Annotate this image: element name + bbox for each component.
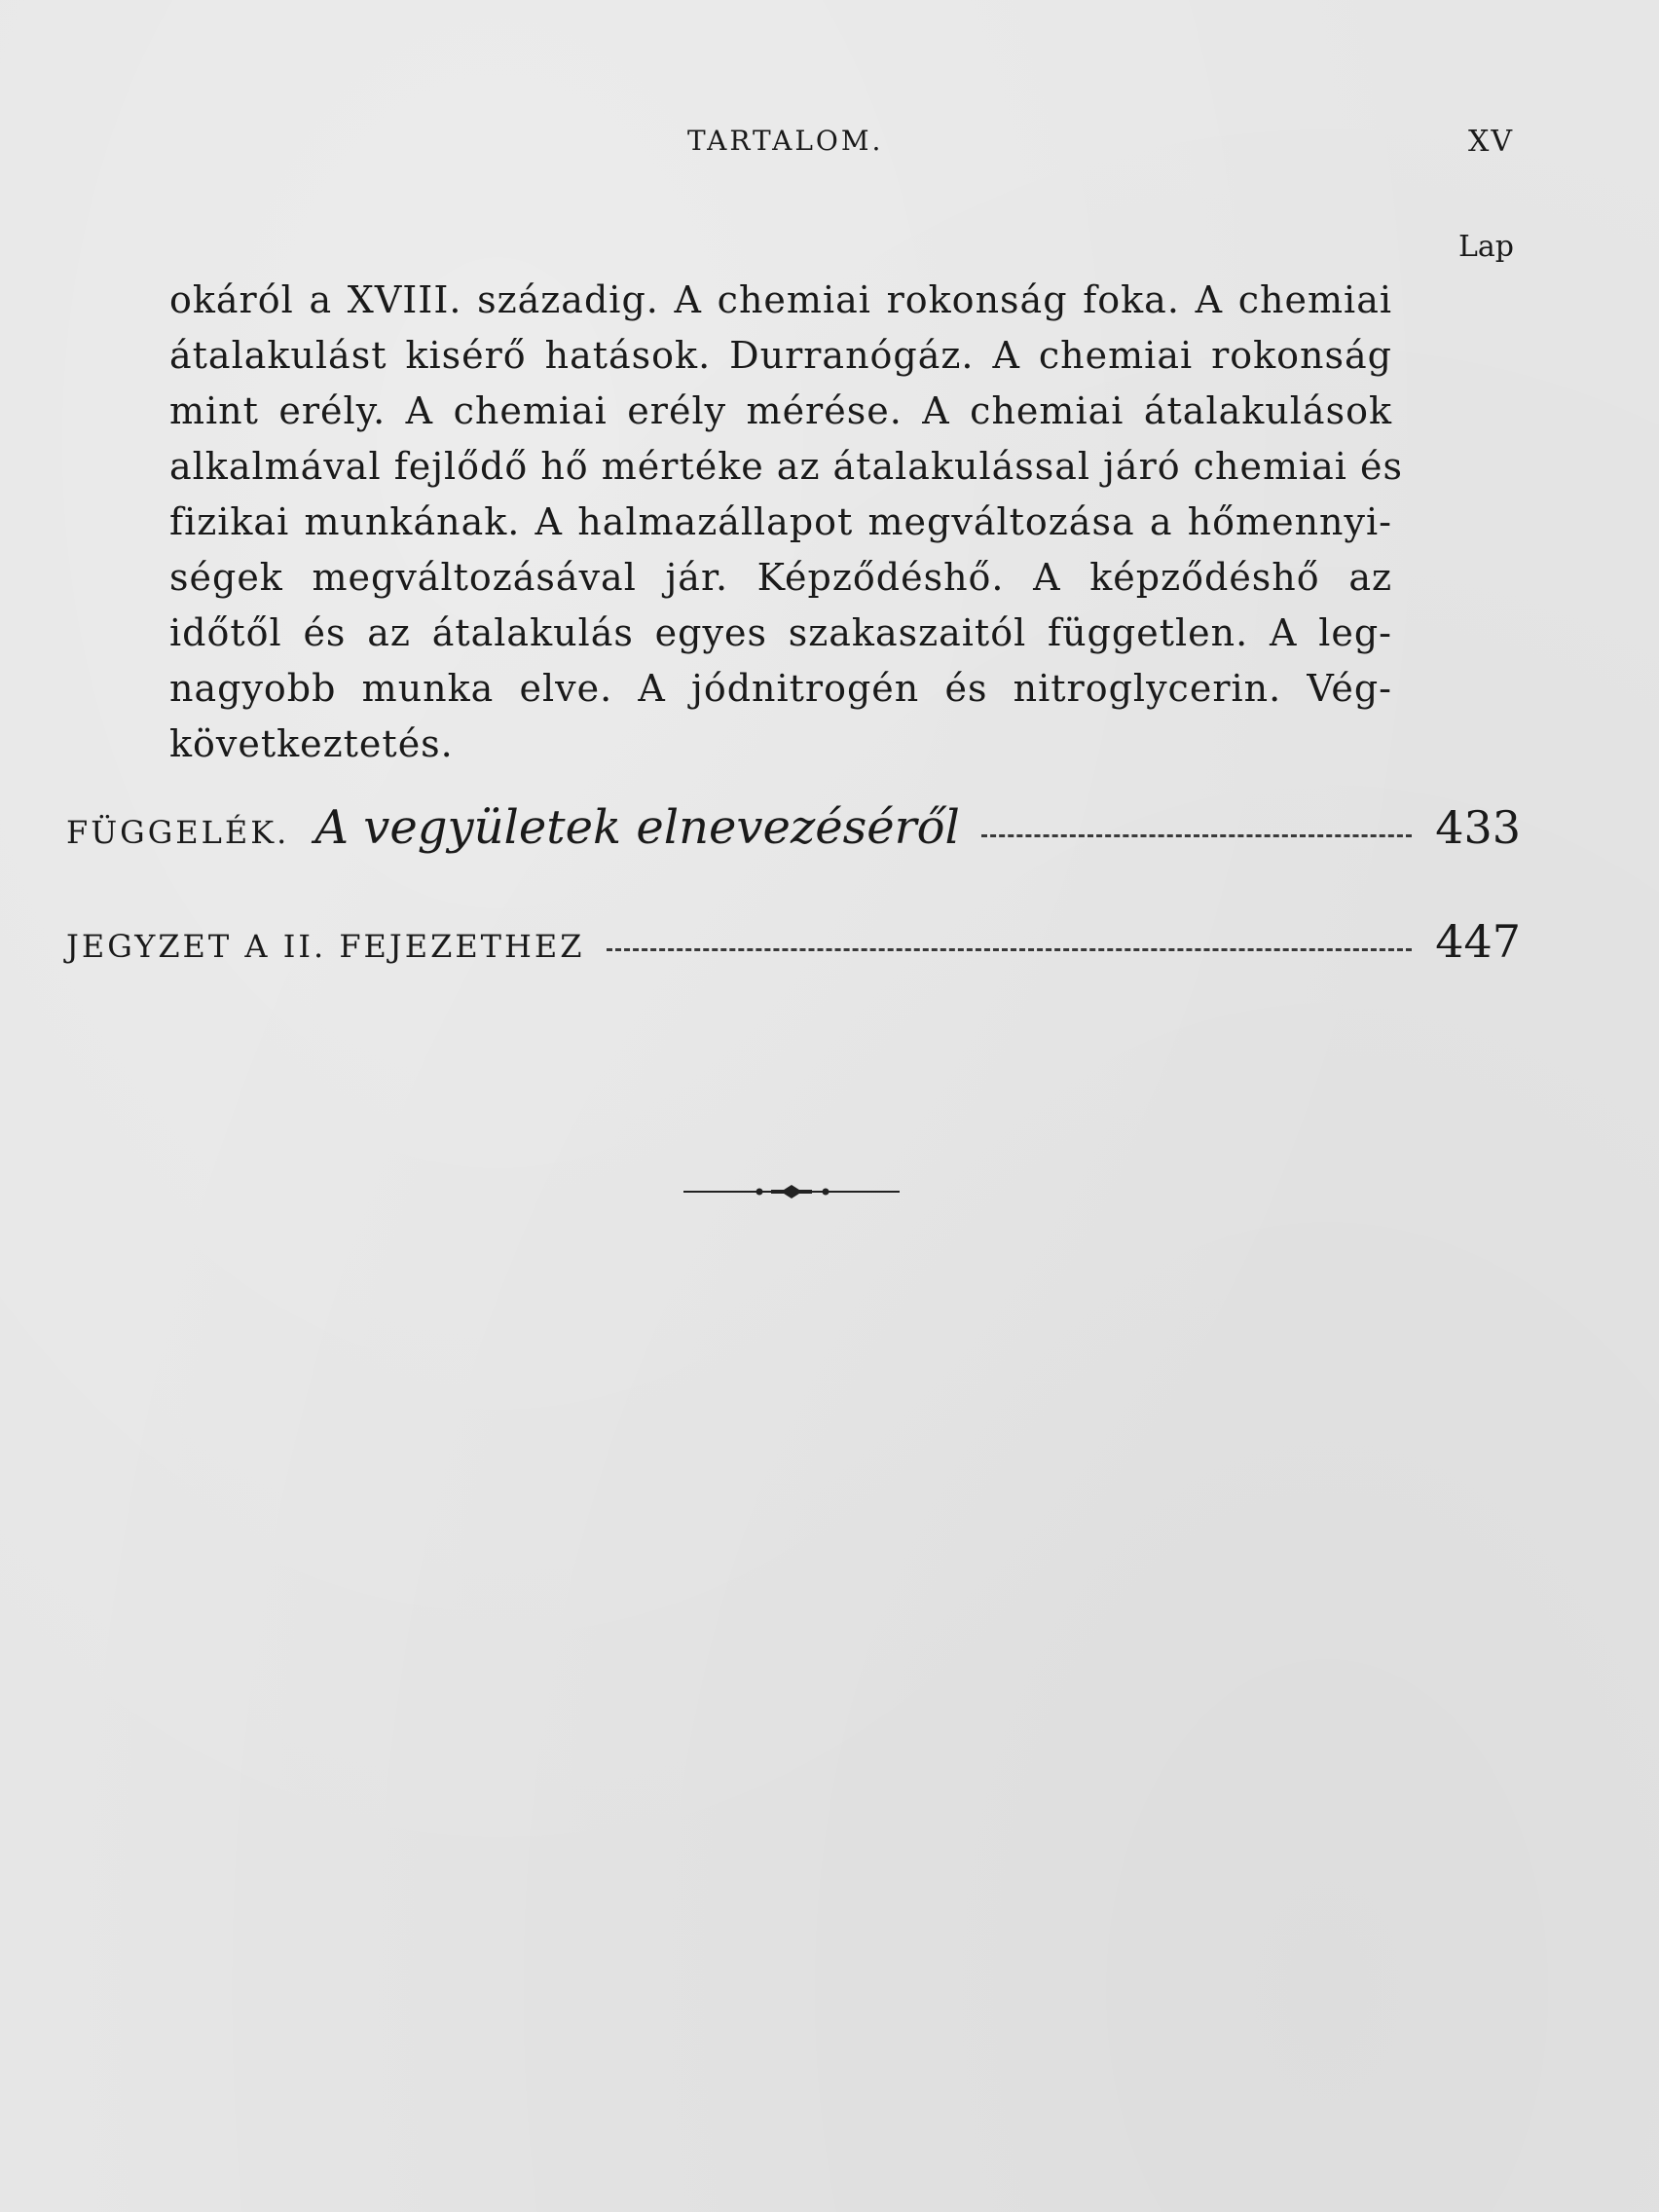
- summary-line: ségek megváltozásával jár. Képződéshő. A képződéshő az: [169, 556, 1392, 599]
- summary-line: átalakulást kisérő hatások. Durranógáz. A chemiai rokonság: [169, 334, 1392, 377]
- summary-line: időtől és az átalakulás egyes szakaszaitól független. A leg-: [169, 611, 1392, 654]
- toc-entry-label: FÜGGELÉK.: [66, 814, 290, 851]
- dot-leader: [607, 946, 1413, 951]
- summary-line: okáról a XVIII. századig. A chemiai rokonság foka. A chemiai: [169, 278, 1392, 321]
- summary-line: fizikai munkának. A halmazállapot megváltozása a hőmennyi-: [169, 500, 1392, 543]
- toc-entry-note: [66, 915, 1521, 968]
- chapter-summary: [169, 273, 1404, 772]
- summary-line: alkalmával fejlődő hő mértéke az átalakulással járó chemiai és: [169, 445, 1404, 488]
- page-column-label: Lap: [1458, 230, 1515, 264]
- running-title: TARTALOM.: [687, 125, 884, 157]
- summary-line: következtetés.: [169, 722, 454, 765]
- toc-entry-label: JEGYZET A II. FEJEZETHEZ: [66, 928, 585, 965]
- toc-entry-subtitle: A vegyületek elnevezéséről: [314, 800, 960, 855]
- toc-entry-appendix: [66, 800, 1521, 855]
- ornament-divider-icon: [683, 1174, 900, 1209]
- page-number: XV: [1468, 125, 1515, 159]
- summary-line: mint erély. A chemiai erély mérése. A chemiai átalakulások: [169, 389, 1392, 432]
- toc-entry-page: 447: [1435, 915, 1521, 968]
- toc-entry-page: 433: [1435, 801, 1521, 854]
- summary-line: nagyobb munka elve. A jódnitrogén és nitroglycerin. Vég-: [169, 667, 1392, 710]
- dot-leader: [981, 832, 1412, 837]
